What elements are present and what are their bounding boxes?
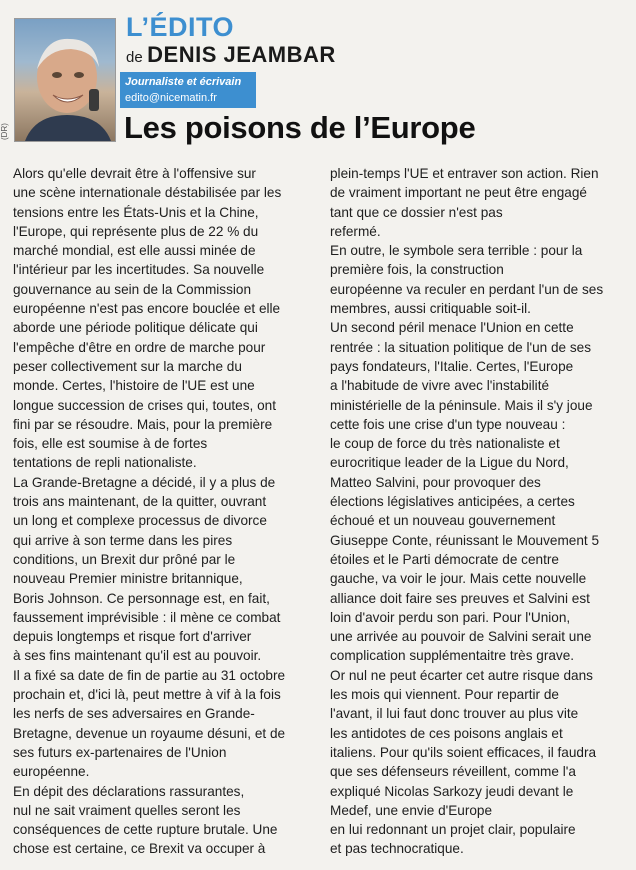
author-info-box: [120, 72, 256, 108]
article-line: faussement imprévisible : il mène ce combat: [13, 609, 281, 625]
article-line: gauche, va voir le jour. Mais cette nouvelle: [330, 571, 587, 587]
article-line: Matteo Salvini, pour provoquer des: [330, 474, 541, 490]
article-line: nouveau Premier ministre britannique,: [13, 571, 243, 587]
article-line: membres, aussi critiquable soit-il.: [330, 301, 531, 317]
byline-prefix: de: [126, 49, 143, 66]
article-line: marché mondial, est elle aussi minée de: [13, 243, 256, 259]
article-line: un long et complexe processus de divorce: [13, 513, 267, 529]
article-line: conditions, un Brexit dur prôné par le: [13, 551, 236, 567]
article-line: l'intérieur par les incertitudes. Sa nouvelle: [13, 262, 265, 278]
article-line: referm​é.: [330, 223, 381, 239]
article-title: Les poisons de l’Europe: [124, 110, 476, 145]
article-line: Un second péril menace l'Union en cette: [330, 320, 574, 336]
article-line: eurocritique leader de la Ligue du Nord,: [330, 455, 569, 471]
article-line: en lui redonnant un projet clair, populaire: [330, 822, 576, 838]
article-line: qui arrive à son terme dans les pires: [13, 532, 233, 548]
article-line: une scène internationale déstabilisée par les: [13, 185, 282, 201]
article-line: peser collectivement sur la marche du: [13, 358, 242, 374]
article-line: que ses défenseurs réveillent, comme l'a: [330, 764, 576, 780]
article-line: rentrée : la situation politique de l'un de ses: [330, 339, 592, 355]
article-line: trois ans maintenant, de la quitter, ouvrant: [13, 494, 267, 510]
article-line: Boris Johnson. Ce personnage est, en fait,: [13, 590, 270, 606]
article-line: européenne.: [13, 764, 90, 780]
article-line: Alors qu'elle devrait être à l'offensive sur: [13, 166, 256, 181]
article-line: conséquences de cette rupture brutale. Une: [13, 822, 278, 838]
article-line: depuis longtemps et risque fort d'arriver: [13, 629, 252, 645]
article-line: le coup de force du très nationaliste et: [330, 436, 560, 452]
article-line: les nerfs de ses adversaires en Grande-: [13, 706, 255, 722]
article-line: les antidotes de ces poisons anglais et: [330, 725, 563, 741]
author-name: DENIS JEAMBAR: [147, 42, 336, 67]
article-line: italiens. Pour qu'ils soient efficaces, il faudra: [330, 744, 597, 760]
article-line: La Grande-Bretagne a décidé, il y a plus de: [13, 474, 276, 490]
article-line: une arrivée au pouvoir de Salvini serait une: [330, 629, 592, 645]
article-line: cette fois une crise d'un type nouveau :: [330, 416, 566, 432]
article-line: Medef, une envie d'Europe: [330, 802, 493, 818]
article-line: chose est certaine, ce Brexit va occuper à: [13, 841, 266, 857]
article-line: l'Europe, qui représente plus de 22 % du: [13, 223, 259, 239]
article-line: fois, elle est soumise à de fortes: [13, 436, 208, 452]
article-line: les mois qui viennent. Pour repartir de: [330, 687, 559, 703]
article-line: complication supplémentaitre très grave.: [330, 648, 575, 664]
author-role: Journaliste et écrivain: [125, 76, 242, 88]
article-line: En outre, le symbole sera terrible : pour la: [330, 243, 583, 259]
byline: [126, 42, 336, 71]
article-line: pays fondateurs, l'Italie. Certes, l'Europe: [330, 358, 574, 374]
article-line: l'empêche d'être en ordre de marche pour: [13, 339, 266, 355]
article-line: gouvernance au sein de la Commission: [13, 281, 252, 297]
article-line: nul ne sait vraiment quelles seront les: [13, 802, 241, 818]
article-line: aborde une période politique délicate qui: [13, 320, 258, 336]
article-line: monde. Certes, l'histoire de l'UE est une: [13, 378, 255, 394]
edito-header: [0, 0, 636, 150]
article-line: prochain et, d'ici là, peut mettre à vif à la fois: [13, 687, 281, 703]
article-line: échoué et un nouveau gouvernement: [330, 513, 556, 529]
article-line: tant que ce dossier n'est pas: [330, 204, 503, 220]
section-label: L’ÉDITO: [126, 12, 235, 42]
article-line: Or nul ne peut écarter cet autre risque dans: [330, 667, 593, 683]
photo-credit: (DR): [0, 123, 9, 140]
article-line: tentations de repli nationaliste.: [13, 455, 197, 471]
article-line: a l'habitude de vivre avec l'instabilité: [330, 378, 550, 394]
article-line: de vraiment important ne peut être engagé: [330, 185, 587, 201]
article-column-right: [330, 164, 630, 859]
article-line: Il a fixé sa date de fin de partie au 31 octobre: [13, 667, 286, 683]
article-line: loin d'avoir perdu son pari. Pour l'Union,: [330, 609, 571, 625]
article-line: longue succession de crises qui, toutes, ont: [13, 397, 276, 413]
article-line: Bretagne, devenue un royaume désuni, et de: [13, 725, 286, 741]
article-line: première fois, la construction: [330, 262, 504, 278]
article-line: étoiles et le Parti démocrate de centre: [330, 551, 559, 567]
article-line: fini par se résoudre. Mais, pour la première: [13, 416, 273, 432]
article-line: ses futurs ex-partenaires de l'Union: [13, 744, 227, 760]
article-line: à ses fins maintenant qu'il est au pouvoir.: [13, 648, 262, 664]
author-photo: [14, 18, 116, 142]
article-line: européenne n'est pas encore bouclée et elle: [13, 301, 281, 317]
article-line: européenne va reculer en perdant l'un de ses: [330, 281, 604, 297]
article-line: l'avant, il lui faut donc trouver au plus vite: [330, 706, 579, 722]
author-email[interactable]: edito@nicematin.fr: [125, 92, 217, 104]
article-line: tensions entre les États-Unis et la Chine,: [13, 204, 259, 220]
article-line: et pas technocratique.: [330, 841, 464, 857]
article-line: En dépit des déclarations rassurantes,: [13, 783, 245, 799]
article-line: expliqué Nicolas Sarkozy jeudi devant le: [330, 783, 574, 799]
article-line: alliance doit faire ses preuves et Salvini est: [330, 590, 590, 606]
article-line: plein-temps l'UE et entraver son action. Rien: [330, 166, 599, 181]
article-column-left: [13, 164, 313, 859]
article-line: ministérielle de la péninsule. Mais il s'y joue: [330, 397, 593, 413]
article-line: élections législatives anticipées, a certes: [330, 494, 575, 510]
article-line: Giuseppe Conte, réunissant le Mouvement 5: [330, 532, 600, 548]
